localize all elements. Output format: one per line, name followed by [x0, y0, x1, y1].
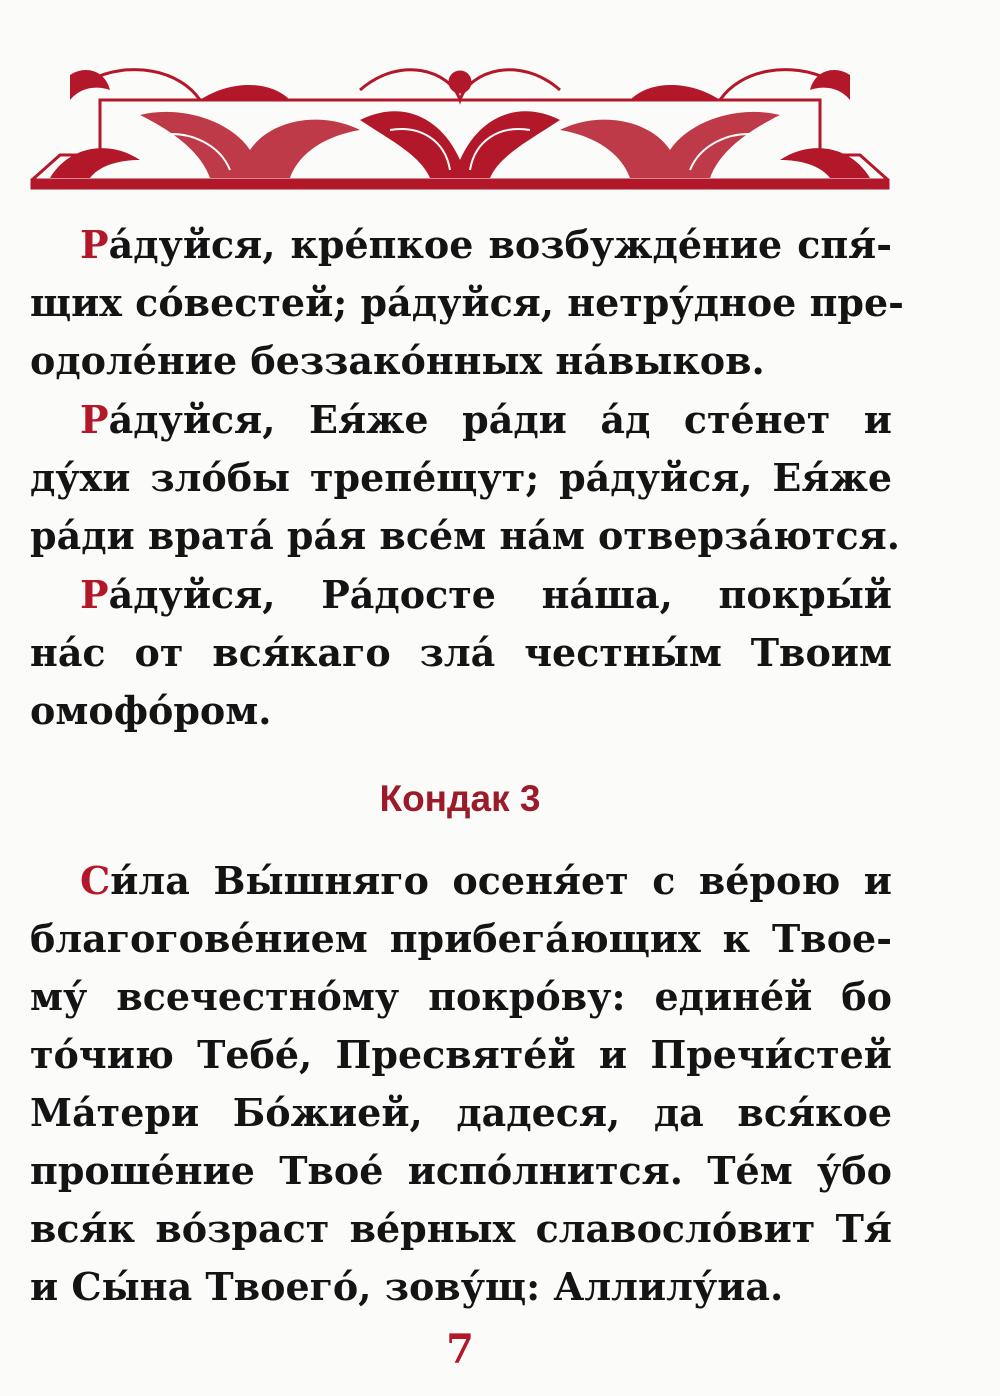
paragraph-line: одоле́ние беззако́нных на́выков.: [30, 338, 765, 383]
paragraph-line: на́с от вся́каго зла́ честны́м Твоим: [30, 630, 892, 675]
paragraph-line: благогове́нием прибега́ющих к Твое-: [30, 916, 892, 961]
initial-letter: Р: [80, 572, 109, 617]
kondak-heading: Кондак 3: [379, 778, 541, 819]
paragraph-line: проше́ние Твое́ испо́лнится. Те́м у́бо: [30, 1148, 892, 1193]
paragraph-1: [30, 216, 904, 390]
paragraph-line: Ра́дуйся, Ра́досте на́ша, покры́й: [80, 572, 892, 617]
paragraph-line: щих со́вестей; ра́дуйся, нетру́дное пре-: [30, 280, 904, 325]
paragraph-line: Ра́дуйся, Ея́же ра́ди а́д сте́нет и: [80, 397, 892, 442]
paragraph-2: [30, 391, 900, 565]
paragraph-3: [30, 566, 892, 740]
paragraph-line: Ма́тери Бо́жией, дадеся, да вся́кое: [30, 1090, 892, 1135]
paragraph-line: то́чию Тебе́, Пресвяте́й и Пречи́стей: [30, 1032, 892, 1077]
paragraph-line: Си́ла Вы́шняго осеня́ет с ве́рою и: [80, 858, 892, 903]
paragraph-line: Ра́дуйся, кре́пкое возбужде́ние спя́-: [80, 222, 892, 267]
paragraph-line: ра́ди врата́ ра́я все́м на́м отверза́ются.: [30, 513, 900, 558]
kondak-text: [30, 852, 892, 1316]
paragraph-line: омофо́ром.: [30, 688, 272, 733]
initial-letter: С: [80, 858, 111, 903]
page-number: 7: [446, 1326, 474, 1373]
paragraph-line: и Сы́на Твоего́, зову́щ: Аллилу́иа.: [30, 1264, 784, 1309]
paragraph-line: ду́хи зло́бы трепе́щут; ра́дуйся, Ея́же: [30, 455, 892, 500]
paragraph-line: му́ всечестно́му покро́ву: едине́й бо: [30, 974, 892, 1019]
initial-letter: Р: [80, 397, 109, 442]
paragraph-line: вся́к во́зраст ве́рных славосло́вит Тя́: [30, 1206, 892, 1251]
floral-headpiece-ornament: [30, 60, 890, 192]
initial-letter: Р: [80, 222, 109, 267]
